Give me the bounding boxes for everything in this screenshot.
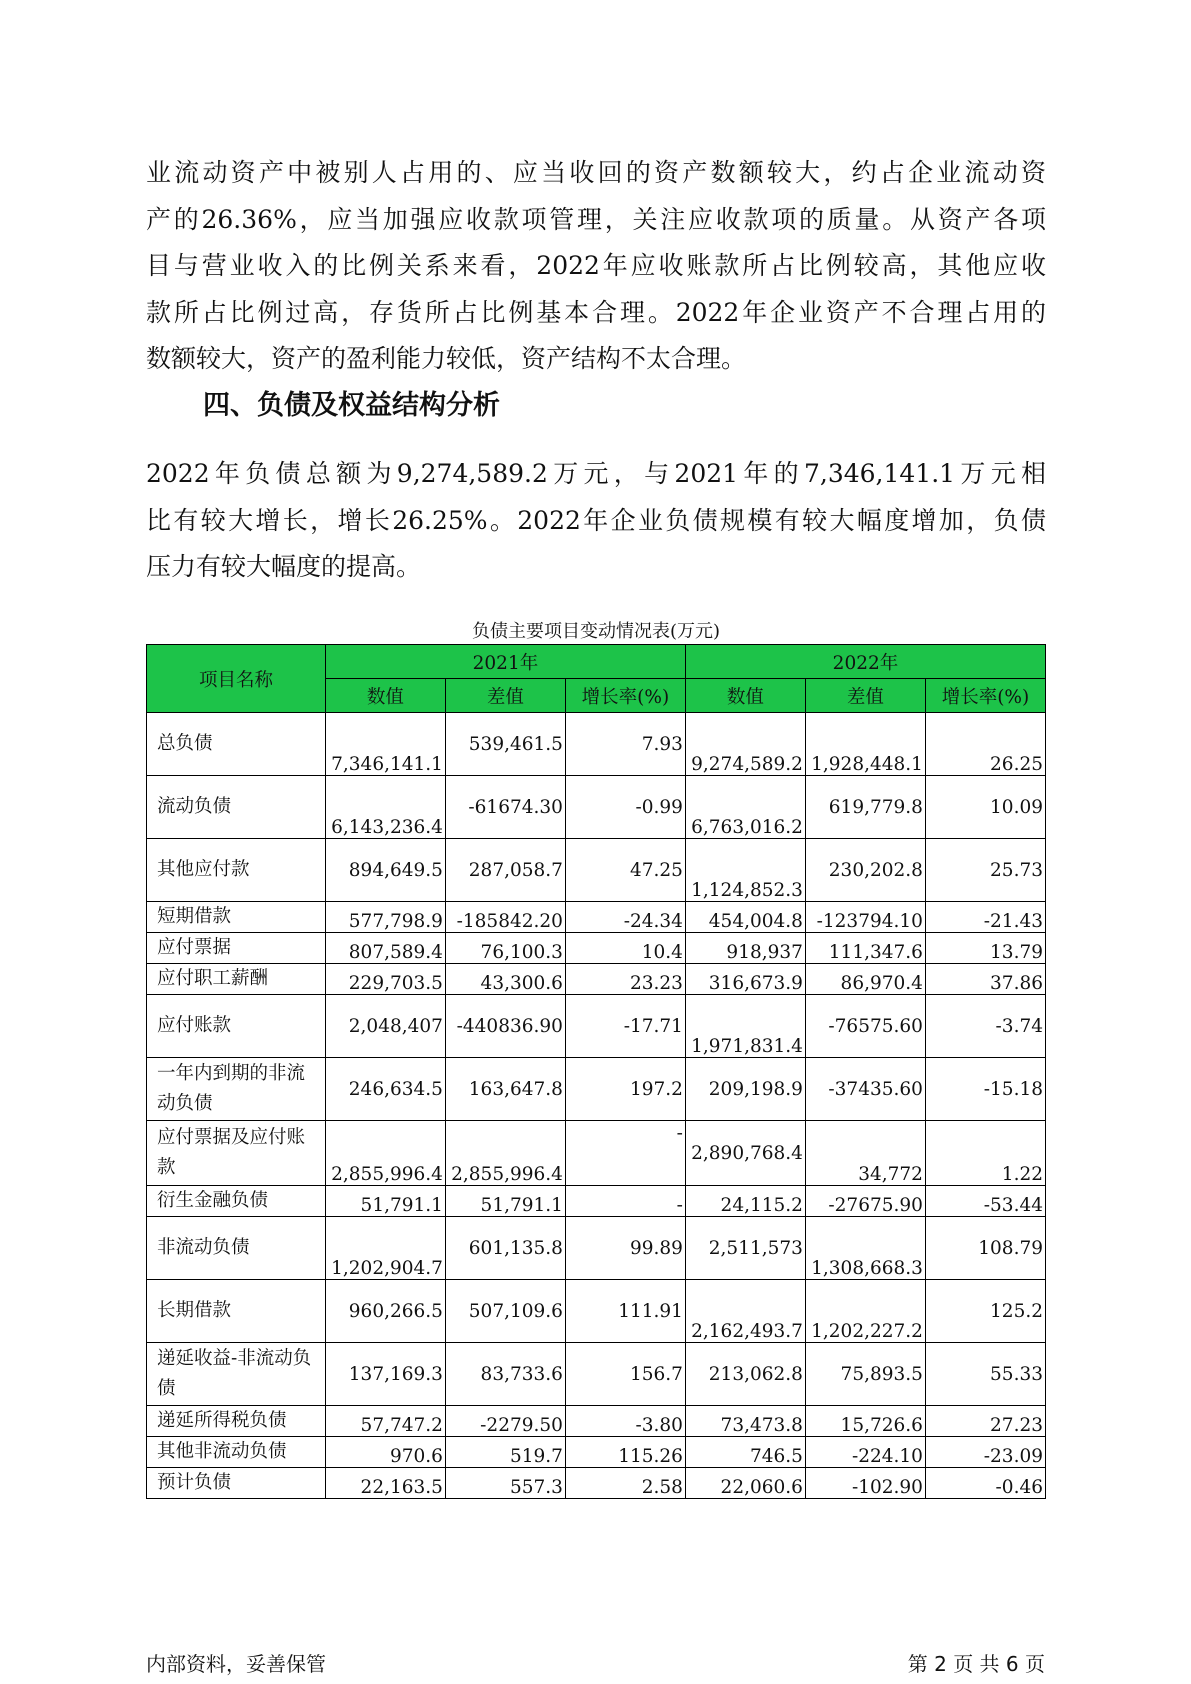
table-cell: -102.90 [805,1468,925,1499]
table-row [147,1468,1046,1499]
table-row [147,964,1046,995]
table-cell: 970.6 [325,1437,445,1468]
table-cell: 1,202,227.2 [805,1280,925,1343]
table-cell: 37.86 [925,964,1045,995]
table-cell: -76575.60 [805,995,925,1058]
table-cell: - [565,1121,685,1186]
row-label: 预计负债 [147,1468,326,1499]
table-cell: -3.74 [925,995,1045,1058]
table-cell: 51,791.1 [325,1186,445,1217]
table-cell: -0.99 [565,776,685,839]
paragraph-asset-analysis [146,150,1046,383]
table-cell: -37435.60 [805,1058,925,1121]
table-cell: 230,202.8 [805,839,925,902]
table-cell: 746.5 [685,1437,805,1468]
header-diff-2021: 差值 [445,679,565,713]
table-cell: 43,300.6 [445,964,565,995]
table-cell: 2.58 [565,1468,685,1499]
row-label: 应付票据及应付账款 [147,1121,326,1186]
table-row [147,713,1046,776]
footer-confidential: 内部资料，妥善保管 [146,1652,326,1676]
row-label: 短期借款 [147,902,326,933]
table-cell: 1,124,852.3 [685,839,805,902]
table-cell: 55.33 [925,1343,1045,1406]
text-line: 款所占比例过高，存货所占比例基本合理。2022年企业资产不合理占用的 [146,297,1046,327]
table-cell: -224.10 [805,1437,925,1468]
table-cell: 507,109.6 [445,1280,565,1343]
text-line: 业流动资产中被别人占用的、应当收回的资产数额较大，约占企业流动资 [146,158,1046,187]
text-line: 数额较大，资产的盈利能力较低，资产结构不太合理。 [146,344,747,373]
table-cell: 619,779.8 [805,776,925,839]
table-cell: 209,198.9 [685,1058,805,1121]
header-year-2021: 2021年 [325,645,685,679]
table-cell: 601,135.8 [445,1217,565,1280]
row-label: 非流动负债 [147,1217,326,1280]
table-cell: 10.4 [565,933,685,964]
table-cell: 1,971,831.4 [685,995,805,1058]
table-row [147,1406,1046,1437]
table-cell: 2,855,996.4 [445,1121,565,1186]
table-cell: 47.25 [565,839,685,902]
table-row [147,1343,1046,1406]
table-cell: 557.3 [445,1468,565,1499]
text-line: 2022年负债总额为9,274,589.2万元，与2021年的7,346,141.1万元相 [146,459,1046,488]
row-label: 递延收益-非流动负债 [147,1343,326,1406]
table-cell: -440836.90 [445,995,565,1058]
table-cell: 108.79 [925,1217,1045,1280]
header-rate-2022: 增长率(%) [925,679,1045,713]
table-cell: 1,202,904.7 [325,1217,445,1280]
table-cell: -185842.20 [445,902,565,933]
table-cell: -17.71 [565,995,685,1058]
table-cell: 7,346,141.1 [325,713,445,776]
footer-page-number: 第 2 页 共 6 页 [907,1652,1045,1676]
liability-table [146,644,1046,1499]
table-cell: 51,791.1 [445,1186,565,1217]
table-cell: 539,461.5 [445,713,565,776]
header-diff-2022: 差值 [805,679,925,713]
row-label: 递延所得税负债 [147,1406,326,1437]
table-cell: 23.23 [565,964,685,995]
row-label: 其他非流动负债 [147,1437,326,1468]
table-cell: 156.7 [565,1343,685,1406]
table-cell: 26.25 [925,713,1045,776]
table-cell: 1.22 [925,1121,1045,1186]
header-item-name: 项目名称 [147,645,326,713]
table-cell: 2,048,407 [325,995,445,1058]
table-cell: - [565,1186,685,1217]
text-line: 目与营业收入的比例关系来看，2022年应收账款所占比例较高，其他应收 [146,251,1046,280]
table-cell: 115.26 [565,1437,685,1468]
table-cell: 2,890,768.4 [685,1121,805,1186]
row-label: 应付账款 [147,995,326,1058]
table-cell: 1,928,448.1 [805,713,925,776]
table-cell: 76,100.3 [445,933,565,964]
table-cell: 960,266.5 [325,1280,445,1343]
table-cell: 894,649.5 [325,839,445,902]
table-cell: 73,473.8 [685,1406,805,1437]
header-rate-2021: 增长率(%) [565,679,685,713]
table-cell: 163,647.8 [445,1058,565,1121]
row-label: 应付票据 [147,933,326,964]
table-cell: 86,970.4 [805,964,925,995]
table-cell: 10.09 [925,776,1045,839]
table-cell: 7.93 [565,713,685,776]
table-cell: 316,673.9 [685,964,805,995]
header-value-2022: 数值 [685,679,805,713]
table-cell: 6,143,236.4 [325,776,445,839]
table-cell: 918,937 [685,933,805,964]
table-cell: -15.18 [925,1058,1045,1121]
row-label: 应付职工薪酬 [147,964,326,995]
table-cell: -0.46 [925,1468,1045,1499]
table-cell: 197.2 [565,1058,685,1121]
table-row [147,1217,1046,1280]
table-cell: 22,060.6 [685,1468,805,1499]
table-cell: -123794.10 [805,902,925,933]
table-cell: 807,589.4 [325,933,445,964]
table-row [147,1121,1046,1186]
table-cell: 2,855,996.4 [325,1121,445,1186]
table-cell: 229,703.5 [325,964,445,995]
table-row [147,1437,1046,1468]
table-cell: 99.89 [565,1217,685,1280]
row-label: 衍生金融负债 [147,1186,326,1217]
row-label: 总负债 [147,713,326,776]
table-cell: 15,726.6 [805,1406,925,1437]
table-cell: -23.09 [925,1437,1045,1468]
table-cell: -24.34 [565,902,685,933]
section-heading: 四、负债及权益结构分析 [203,390,500,421]
table-cell: 519.7 [445,1437,565,1468]
table-cell: -21.43 [925,902,1045,933]
table-cell: 246,634.5 [325,1058,445,1121]
table-cell: -61674.30 [445,776,565,839]
row-label: 长期借款 [147,1280,326,1343]
table-cell: 34,772 [805,1121,925,1186]
table-row [147,902,1046,933]
table-cell: 577,798.9 [325,902,445,933]
table-cell: 22,163.5 [325,1468,445,1499]
table-cell: 6,763,016.2 [685,776,805,839]
table-cell: -27675.90 [805,1186,925,1217]
table-row [147,839,1046,902]
table-cell: 111,347.6 [805,933,925,964]
table-cell: 111.91 [565,1280,685,1343]
table-cell: 213,062.8 [685,1343,805,1406]
table-cell: 454,004.8 [685,902,805,933]
table-cell: 25.73 [925,839,1045,902]
table-row [147,776,1046,839]
text-line: 压力有较大幅度的提高。 [146,552,422,581]
row-label: 流动负债 [147,776,326,839]
header-year-2022: 2022年 [685,645,1045,679]
paragraph-liability-summary [146,451,1046,591]
row-label: 一年内到期的非流动负债 [147,1058,326,1121]
header-value-2021: 数值 [325,679,445,713]
table-cell: 125.2 [925,1280,1045,1343]
table-cell: 27.23 [925,1406,1045,1437]
table-cell: 287,058.7 [445,839,565,902]
table-cell: 137,169.3 [325,1343,445,1406]
table-cell: 9,274,589.2 [685,713,805,776]
table-cell: 83,733.6 [445,1343,565,1406]
text-line: 比有较大增长，增长26.25%。2022年企业负债规模有较大幅度增加，负债 [146,505,1046,535]
table-cell: 13.79 [925,933,1045,964]
table-cell: 1,308,668.3 [805,1217,925,1280]
table-row [147,995,1046,1058]
table-cell: 57,747.2 [325,1406,445,1437]
table-row [147,1058,1046,1121]
table-caption: 负债主要项目变动情况表(万元) [471,621,721,642]
table-cell: 2,511,573 [685,1217,805,1280]
table-cell: -2279.50 [445,1406,565,1437]
table-cell: 2,162,493.7 [685,1280,805,1343]
table-cell: -53.44 [925,1186,1045,1217]
table-row [147,933,1046,964]
table-cell: 24,115.2 [685,1186,805,1217]
text-line: 产的26.36%，应当加强应收款项管理，关注应收款项的质量。从资产各项 [146,204,1046,234]
table-row [147,1186,1046,1217]
table-cell: 75,893.5 [805,1343,925,1406]
row-label: 其他应付款 [147,839,326,902]
table-cell: -3.80 [565,1406,685,1437]
table-row [147,1280,1046,1343]
